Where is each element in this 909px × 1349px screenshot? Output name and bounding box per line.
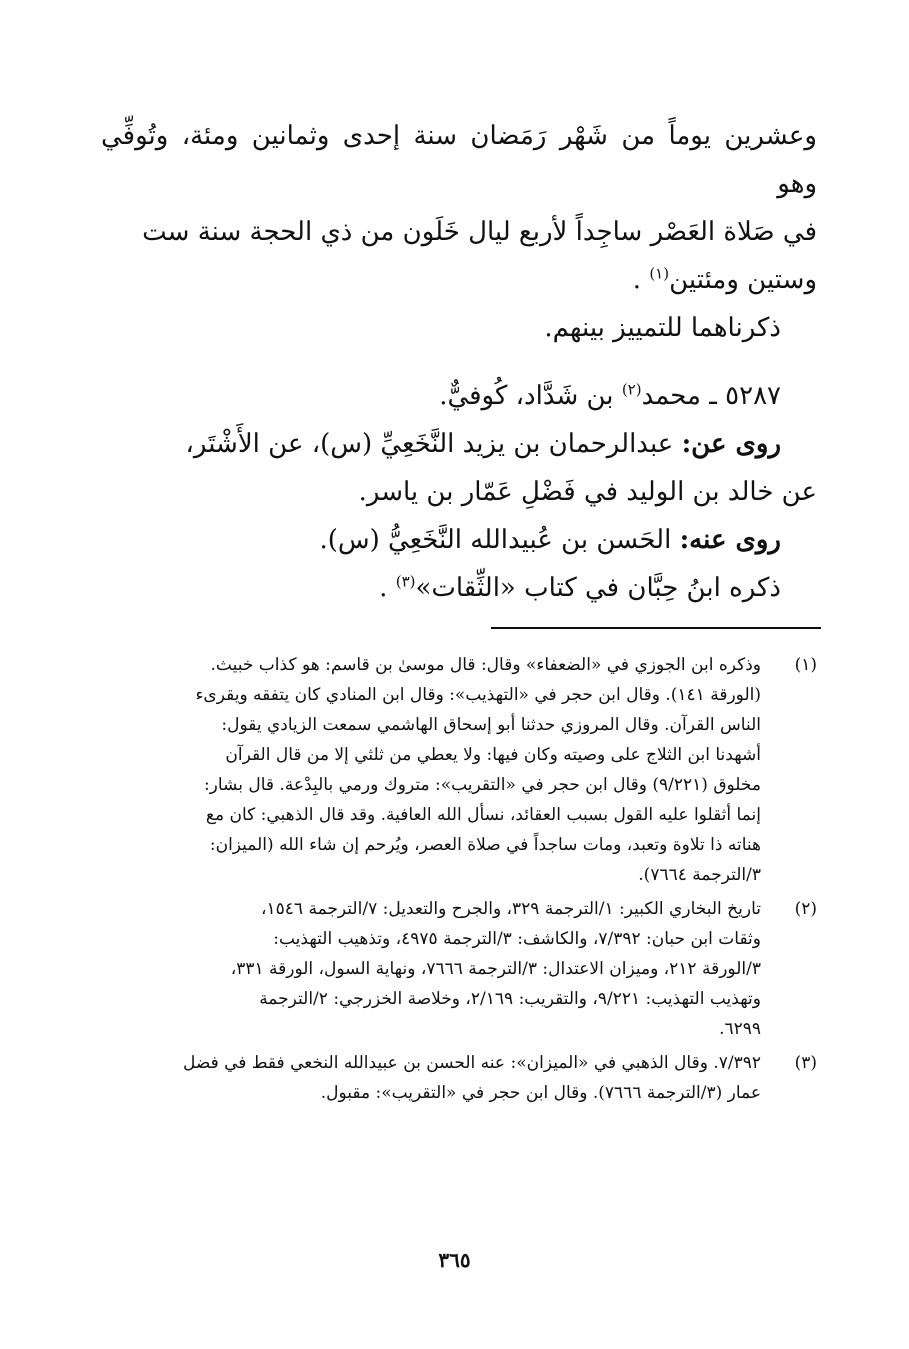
footnote-line: وثقات ابن حبان: ٧/٣٩٢، والكاشف: ٣/الترجمة ٤٩٧٥، وتذهيب التهذيب:	[273, 929, 761, 949]
footnote-ref-1[interactable]: (١)	[649, 264, 670, 283]
text-line: وعشرين يوماً من شَهْر رَمَضان سنة إحدى وثمانين ومئة، وتُوفِّي وهو	[101, 121, 817, 199]
entry-title-suffix: بن شَدَّاد، كُوفيٌّ.	[439, 381, 614, 411]
period: .	[379, 573, 388, 603]
period: .	[632, 265, 642, 295]
footnotes	[89, 650, 817, 1112]
main-text	[101, 112, 817, 612]
footnote-line: ٦٢٩٩.	[719, 1019, 761, 1039]
footnote-line: وتهذيب التهذيب: ٩/٢٢١، والتقريب: ٢/١٦٩، وخلاصة الخزرجي: ٢/الترجمة	[259, 989, 761, 1009]
footnote-number: (١)	[794, 655, 817, 675]
narrated-from-text: عبدالرحمان بن يزيد النَّخَعِيِّ (س)، عن الأَشْتَر،	[185, 429, 674, 459]
narrated-by-text: الحَسن بن عُبيدالله النَّخَعِيُّ (س).	[319, 525, 672, 555]
text-line: في صَلاة العَصْر ساجِداً لأربع ليال خَلَون من ذي الحجة سنة ست	[142, 217, 817, 247]
mentioned-by-text: ذكره ابنُ حِبَّان في كتاب «الثِّقات»	[415, 573, 781, 603]
entry-title-prefix: ٥٢٨٧ ـ محمد	[641, 381, 781, 411]
footnote-line: تاريخ البخاري الكبير: ١/الترجمة ٣٢٩، والجرح والتعديل: ٧/الترجمة ١٥٤٦،	[261, 899, 761, 919]
footnote-number: (٣)	[794, 1053, 817, 1073]
footnote-text	[89, 650, 761, 890]
footnote-number: (٢)	[794, 899, 817, 919]
footnote-text	[89, 1048, 761, 1108]
text-line: عن خالد بن الوليد في فَضْلِ عَمّار بن ياسر.	[358, 477, 817, 507]
footnote-line: مخلوق (٩/٢٢١) وقال ابن حجر في «التقريب»: متروك ورمي بالبِدْعة. قال بشار:	[203, 775, 761, 795]
footnote-divider	[491, 627, 821, 629]
footnote-text	[89, 894, 761, 1044]
footnote-line: عمار (٣/الترجمة ٧٦٦٦). وقال ابن حجر في «التقريب»: مقبول.	[320, 1083, 761, 1103]
text-line	[101, 256, 817, 304]
narrated-from-line	[101, 420, 817, 468]
footnote-line: الناس القرآن. وقال المروزي حدثنا أبو إسحاق الهاشمي سمعت الزيادي يقول:	[221, 715, 761, 735]
footnote-line: ٣/الترجمة ٧٦٦٤).	[638, 865, 761, 885]
mentioned-by-line	[101, 564, 817, 612]
footnote-line: إنما أثقلوا عليه القول بسبب العقائد، نسأل الله العافية. وقد قال الذهبي: كان مع	[205, 805, 761, 825]
footnote-3	[89, 1048, 817, 1108]
footnote-line: (الورقة ١٤١). وقال ابن حجر في «التهذيب»: وقال ابن المنادي كان يتفقه ويقرىء	[195, 685, 761, 705]
footnote-2	[89, 894, 817, 1044]
narrated-by-label: روى عنه:	[679, 525, 781, 555]
page-number: ٣٦٥	[438, 1248, 471, 1272]
footnote-1	[89, 650, 817, 890]
footnote-ref-2[interactable]: (٢)	[621, 380, 642, 399]
entry-title	[101, 372, 817, 420]
narrated-by-line	[101, 516, 817, 564]
text-line: ذكرناهما للتمييز بينهم.	[544, 313, 781, 343]
footnote-line: أشهدنا ابن الثلاج على وصيته وكان فيها: ولا يعطي من ثلثي إلا من قال القرآن	[225, 745, 761, 765]
footnote-line: هناته ذا تلاوة وتعبد، ومات ساجداً في صلاة العصر، ويُرحم إن شاء الله (الميزان:	[209, 835, 761, 855]
narrated-from-label: روى عن:	[681, 429, 781, 459]
footnote-line: ٧/٣٩٢. وقال الذهبي في «الميزان»: عنه الحسن بن عبيدالله النخعي فقط في فضل	[182, 1053, 761, 1073]
text-fragment: وستين ومئتين	[669, 265, 817, 295]
spacer	[101, 352, 817, 372]
footnote-line: وذكره ابن الجوزي في «الضعفاء» وقال: قال موسىٰ بن قاسم: هو كذاب خبيث.	[210, 655, 761, 675]
footnote-ref-3[interactable]: (٣)	[395, 572, 416, 591]
footnote-line: ٣/الورقة ٢١٢، وميزان الاعتدال: ٣/الترجمة ٧٦٦٦، ونهاية السول، الورقة ٣٣١،	[230, 959, 761, 979]
